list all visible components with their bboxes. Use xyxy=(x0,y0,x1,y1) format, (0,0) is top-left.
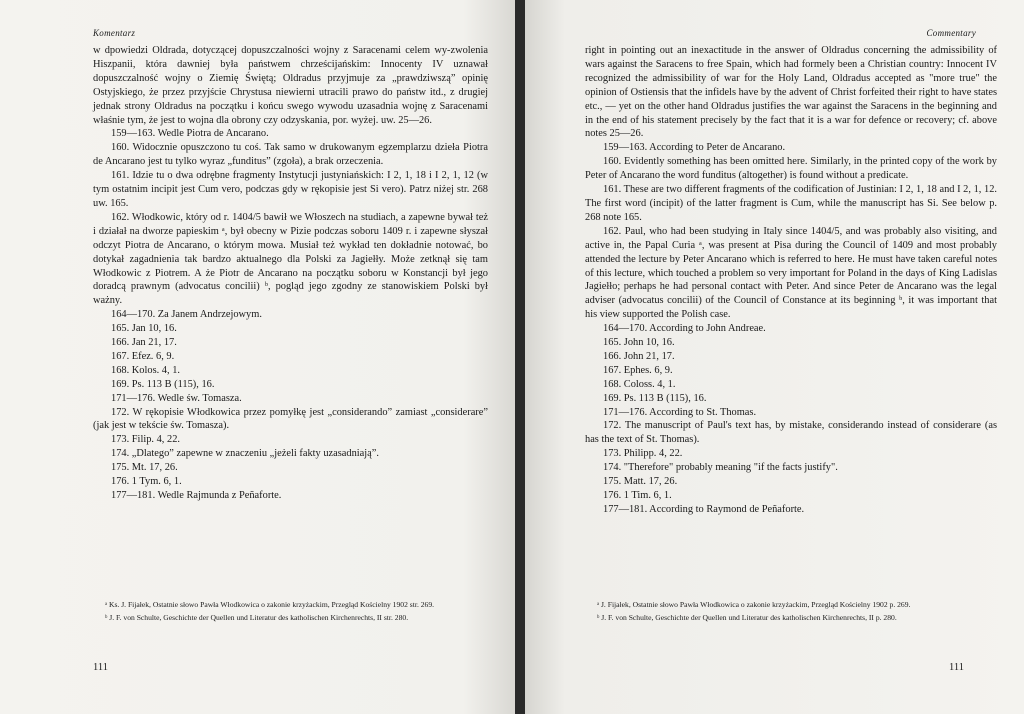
note-entry: 161. Idzie tu o dwa odrębne fragmenty Instytucji justyniańskich: I 2, 1, 18 i I 2, 1, 12 (w tym ostatnim incipit jest Cum vero, podczas gdy w rękopisie jest Si vero). Patrz niżej str. 268 uw. 165. xyxy=(93,170,488,209)
note-entry: 177—181. According to Raymond de Peñaforte. xyxy=(603,503,805,515)
note-entry: 172. W rękopisie Włodkowica przez pomyłkę jest „considerando” zamiast „considerare” (jak jest w tekście św. Tomasza). xyxy=(93,406,488,432)
note-entry: 165. John 10, 16. xyxy=(603,337,675,349)
note-entry: 169. Ps. 113 B (115), 16. xyxy=(111,378,215,390)
running-head: Komentarz xyxy=(93,28,136,38)
footnotes xyxy=(585,600,997,625)
note-entry: 174. "Therefore" probably meaning "if the facts justify". xyxy=(603,462,838,474)
commentary-body xyxy=(93,44,488,503)
footnotes xyxy=(93,600,488,625)
note-entry: 165. Jan 10, 16. xyxy=(111,323,177,335)
footnote: ᵃ Ks. J. Fijałek, Ostatnie słowo Pawła Włodkowica o zakonie krzyżackim, Przegląd Kościelny 1902 str. 269. xyxy=(105,600,435,609)
page-number: 111 xyxy=(93,662,108,673)
note-entry: 160. Widocznie opuszczono tu coś. Tak samo w drukowanym egzemplarzu dzieła Piotra de Ancarano jest tu tylko wyraz „funditus” (zgoła), a brak orzeczenia. xyxy=(93,142,488,168)
note-entry: 177—181. Wedle Rajmunda z Peñaforte. xyxy=(111,490,282,501)
note-entry: 167. Ephes. 6, 9. xyxy=(603,364,673,376)
note-entry: 162. Włodkowic, który od r. 1404/5 bawił we Włoszech na studiach, a zapewne bywał też i działał na dworze papieskim ᵃ, był obecny w Pizie podczas soboru 1409 r. i zapewne słyszał odczyt Piotra de Ancarano, o którym mowa. Musiał też wykład ten dokładnie notować, bo dotykał zagadnienia tak bardzo aktualnego dla Polski za Jagiełły. Może zetknął się tam Włodkowic z Piotrem. A że Piotr de Ancarano na początku soboru w Konstancji był jego doradcą prawnym (advocatus concilii) ᵇ, pogląd jego zgodny ze stanowiskiem Polski był ważny. xyxy=(93,211,488,307)
note-entry: 176. 1 Tim. 6, 1. xyxy=(603,490,672,501)
note-entry: 164—170. According to John Andreae. xyxy=(603,323,766,335)
note-entry: 173. Filip. 4, 22. xyxy=(111,434,180,446)
footnote: ᵇ J. F. von Schulte, Geschichte der Quellen und Literatur des katholischen Kirchenrechts, II str. 280. xyxy=(105,612,409,622)
note-entry: 166. John 21, 17. xyxy=(603,350,675,362)
footnote: ᵇ J. F. von Schulte, Geschichte der Quellen und Literatur des katholischen Kirchenrechts, II p. 280. xyxy=(597,612,897,622)
note-entry: 162. Paul, who had been studying in Italy since 1404/5, and was probably also visiting, and active in, the Papal Curia ᵃ, was present at Pisa during the Council of 1409 and most probably attended the lecture by Peter Ancarano which is referred to here. He must have taken careful notes of this lecture, which touched a problem so very important for Poland in the days of King Ladislas Jagiełło; perhaps he had personal contact with Peter. And since Peter de Ancarano was the legal adviser (advocatus concilii) of the Council of Constance at its beginning ᵇ, it was important that his view supported the Polish case. xyxy=(585,225,997,321)
paragraph: w dpowiedzi Oldrada, dotyczącej dopuszczalności wojny z Saracenami celem wy-zwolenia Hiszpanii, która dawniej była państwem chrześcijańskim: Innocenty IV uznawał dopuszczalność wojny o Ziemię Świętą; Oldradus przyjmuje za „prawdziwszą” opinię Ostyjskiego, że przez przyjście Chrystusa niewierni utracili prawo do państw itd., z drugiej jednak strony Oldradus na początku i końcu swego wywodu uzasadnia wojnę z Saracenami właśnie tym, że jest to wojna dla obrony czy odzyskania, por. wyżej. uw. 25—26. xyxy=(93,45,488,126)
note-entry: 176. 1 Tym. 6, 1. xyxy=(111,476,182,488)
note-entry: 167. Efez. 6, 9. xyxy=(111,350,175,362)
note-entry: 172. The manuscript of Paul's text has, by mistake, considerando instead of considerare (as has the text of St. Thomas). xyxy=(585,420,997,446)
note-entry: 171—176. According to St. Thomas. xyxy=(603,406,757,418)
paragraph: right in pointing out an inexactitude in the answer of Oldradus concerning the admissibility of wars against the Saracens to free Spain, which had formely been a Christian country: Innocent IV recognized the admissibility of war for the Holy Land, Oldradus accepted as "more true" the opinion of Ostiensis that the infidels have by the advent of Christ forfeited their right to have states etc., — yet on the other hand Oldradus justifies the war against the Saracens in the beginning and in the end of his statement precisely by the fact that it is a war for defence or recovery; cf. above notes 25—26. xyxy=(585,45,997,140)
right-page xyxy=(525,0,1024,714)
note-entry: 171—176. Wedle św. Tomasza. xyxy=(111,392,242,404)
note-entry: 175. Matt. 17, 26. xyxy=(603,476,678,488)
running-head: Commentary xyxy=(926,28,976,38)
note-entry: 174. „Dlatego” zapewne w znaczeniu „jeżeli fakty uzasadniają”. xyxy=(111,448,379,460)
note-entry: 168. Kolos. 4, 1. xyxy=(111,364,180,376)
note-entry: 160. Evidently something has been omitted here. Similarly, in the printed copy of the work by Peter of Ancarano the word funditus (altogether) is found without a predicate. xyxy=(585,156,997,182)
page-number: 111 xyxy=(949,662,964,673)
note-entry: 161. These are two different fragments of the codification of Justinian: I 2, 1, 18 and I 2, 1, 12. The first word (incipit) of the latter fragment is Cum, while the manuscript has Si. See below p. 268 note 165. xyxy=(585,184,997,223)
note-entry: 166. Jan 21, 17. xyxy=(111,337,177,349)
commentary-body xyxy=(585,44,997,517)
note-entry: 159—163. Wedle Piotra de Ancarano. xyxy=(111,128,269,140)
note-entry: 169. Ps. 113 B (115), 16. xyxy=(603,392,707,404)
note-entry: 168. Coloss. 4, 1. xyxy=(603,378,676,390)
footnote: ᵃ J. Fijałek, Ostatnie słowo Pawła Włodkowica o zakonie krzyżackim, Przegląd Kościelny 1902 p. 269. xyxy=(597,600,911,609)
note-entry: 159—163. According to Peter de Ancarano. xyxy=(603,142,786,154)
book-gutter xyxy=(515,0,525,714)
note-entry: 164—170. Za Janem Andrzejowym. xyxy=(111,309,262,321)
note-entry: 173. Philipp. 4, 22. xyxy=(603,448,683,460)
note-entry: 175. Mt. 17, 26. xyxy=(111,462,178,474)
